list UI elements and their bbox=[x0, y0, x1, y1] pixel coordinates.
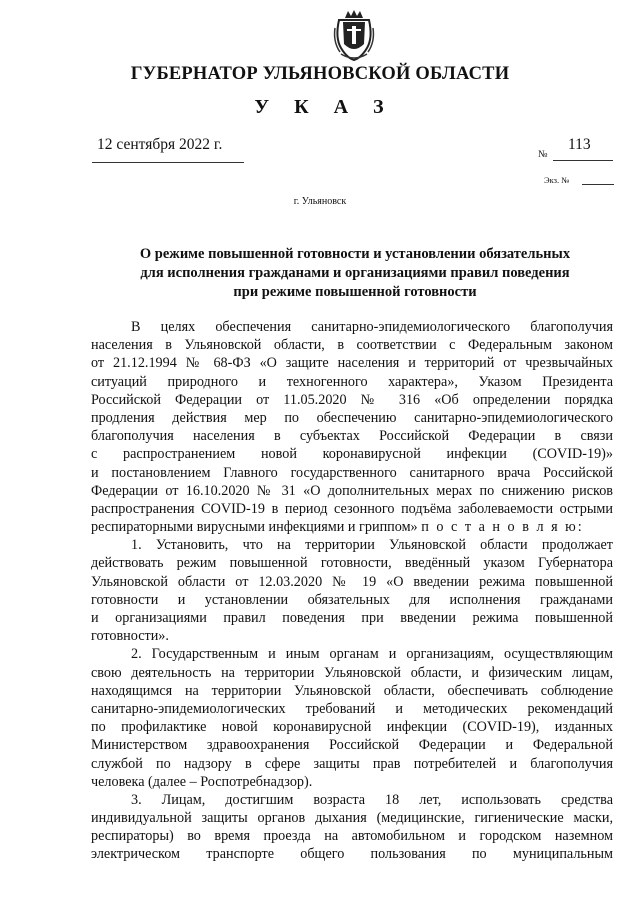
text-line: находящимся на территории Ульяновской области, обеспечивать соблюдение bbox=[91, 682, 613, 699]
city-label: г. Ульяновск bbox=[293, 196, 347, 207]
text-line: 2. Государственным и иным органам и организациям, осуществляющим bbox=[131, 646, 613, 663]
text-line: Министерством здравоохранения Российской Федерации и Федеральной bbox=[91, 737, 613, 754]
text-line: по профилактике новой коронавирусной инфекции (COVID-19), изданных bbox=[91, 719, 613, 736]
text-line: продления действия мер по обеспечению санитарно-эпидемиологического bbox=[91, 409, 613, 426]
title-line: при режиме повышенной готовности bbox=[233, 284, 477, 300]
text-line: Российской Федерации от 11.05.2020 № 316 «Об определении порядка bbox=[91, 391, 613, 408]
document-number: 113 bbox=[568, 136, 591, 153]
text-line: индивидуальной защиты органов дыхания (медицинские, гигиенические маски, bbox=[91, 810, 613, 827]
copy-number-underline bbox=[582, 184, 614, 185]
text-line: Федерации от 16.10.2020 № 31 «О дополнительных мерах по снижению рисков bbox=[91, 482, 613, 499]
document-type-heading: У К А З bbox=[254, 96, 394, 118]
item-2-paragraph bbox=[91, 645, 613, 791]
text-line: готовности». bbox=[91, 628, 169, 645]
text-line: и организациями правил поведения при введении режима повышенной bbox=[91, 610, 613, 626]
text-line: благополучия населения в субъектах Российской Федерации в связи bbox=[91, 428, 613, 445]
decree-title bbox=[118, 245, 592, 302]
preamble-tail: респираторными вирусными инфекциями и гриппом» bbox=[91, 519, 418, 536]
text-line: распространения COVID-19 в период сезонного подъёма заболеваемости острыми bbox=[91, 500, 613, 517]
text-line: действовать режим повышенной готовности, введённый указом Губернатора bbox=[91, 555, 613, 572]
number-underline bbox=[553, 160, 613, 161]
title-line: для исполнения гражданами и организациями правил поведения bbox=[140, 265, 570, 281]
item-3-paragraph bbox=[91, 791, 613, 864]
text-line: и постановлением Главного государственного санитарного врача Российской bbox=[91, 464, 613, 481]
text-line bbox=[91, 518, 613, 536]
text-line: 1. Установить, что на территории Ульяновской области продолжает bbox=[131, 537, 613, 554]
item-1-paragraph bbox=[91, 536, 613, 645]
number-sign: № bbox=[538, 149, 548, 160]
text-line: с распространением новой коронавирусной инфекции (COVID-19)» bbox=[91, 446, 613, 463]
text-line: электрическом транспорте общего пользования по муниципальным bbox=[91, 846, 613, 863]
text-line: свою деятельность на территории Ульяновской области, и физическим лицам, bbox=[91, 664, 613, 681]
text-line: ситуаций природного и техногенного характера», Указом Президента bbox=[91, 373, 613, 390]
text-line: от 21.12.1994 № 68-ФЗ «О защите населения и территорий от чрезвычайных bbox=[91, 355, 613, 372]
text-line: готовности и установлении обязательных для исполнения гражданами bbox=[91, 591, 613, 608]
document-date: 12 сентября 2022 г. bbox=[97, 136, 223, 153]
coat-of-arms-emblem bbox=[331, 8, 377, 62]
decree-word: п о с т а н о в л я ю: bbox=[421, 519, 584, 536]
preamble-paragraph bbox=[91, 318, 613, 536]
text-line: Ульяновской области от 12.03.2020 № 19 «О введении режима повышенной bbox=[91, 573, 613, 590]
title-line: О режиме повышенной готовности и установлении обязательных bbox=[139, 246, 571, 262]
text-line: В целях обеспечения санитарно-эпидемиологического благополучия bbox=[131, 319, 613, 335]
text-line: 3. Лицам, достигшим возраста 18 лет, использовать средства bbox=[131, 791, 613, 808]
text-line: службой по надзору в сфере защиты прав потребителей и благополучия bbox=[91, 755, 613, 772]
text-line: человека (далее – Роспотребнадзор). bbox=[91, 773, 313, 790]
text-line: санитарно-эпидемиологических требований и методических рекомендаций bbox=[91, 700, 613, 717]
date-underline bbox=[92, 162, 244, 163]
text-line: респираторы) во время проезда на автомобильном и городском наземном bbox=[91, 828, 613, 845]
copy-number-label: Экз. № bbox=[544, 175, 570, 185]
issuer-heading: ГУБЕРНАТОР УЛЬЯНОВСКОЙ ОБЛАСТИ bbox=[130, 64, 510, 84]
text-line: населения в Ульяновской области, в соответствии с Федеральным законом bbox=[91, 337, 613, 354]
decree-body bbox=[91, 318, 613, 864]
